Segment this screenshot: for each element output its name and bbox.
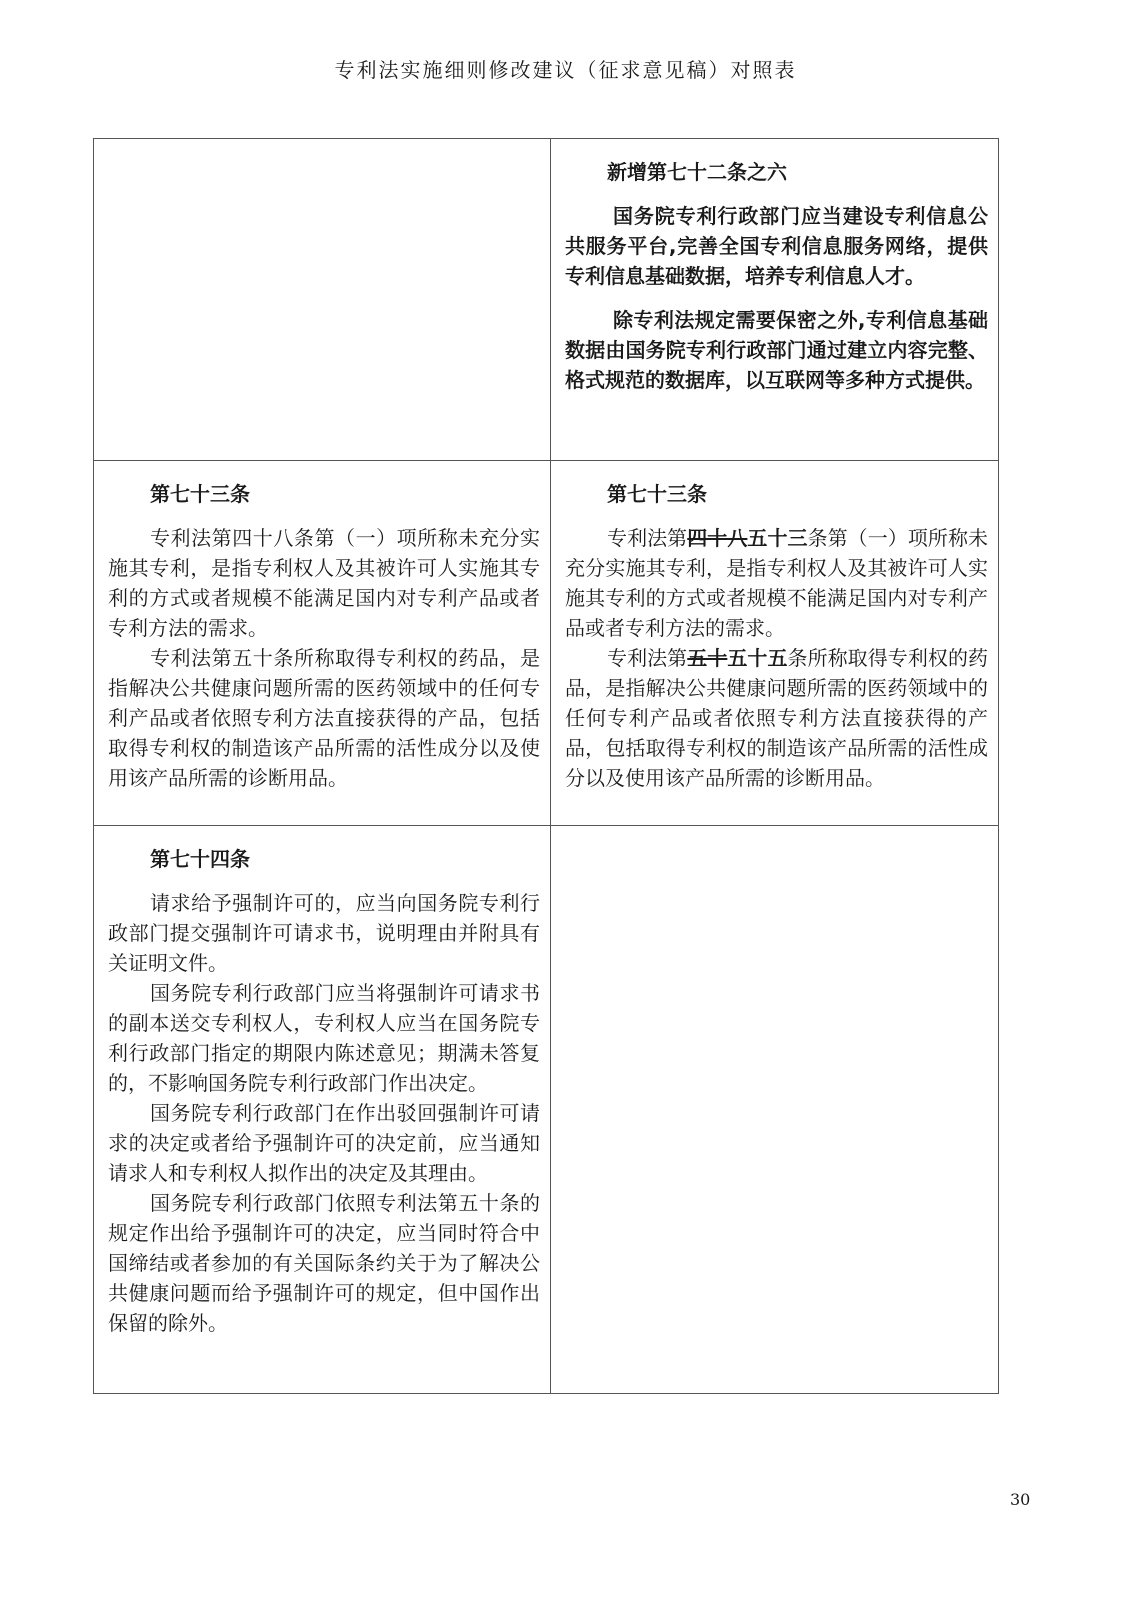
article-heading: 新增第七十二条之六: [607, 160, 788, 184]
article-paragraph: 国务院专利行政部门在作出驳回强制许可请求的决定或者给予强制许可的决定前，应当通知请求人和专利权人拟作出的决定及其理由。: [108, 1101, 541, 1185]
article-heading: 第七十四条: [150, 847, 250, 871]
page-number: 30: [1010, 1490, 1031, 1509]
text-unchanged: 条第（一）项所称未充分实施其专利，是指专利权人及其被许可人实施其专利的方式或者规模不能满足国内对专利产品或者专利方法的需求。: [565, 526, 989, 640]
page-title: 专利法实施细则修改建议（征求意见稿）对照表: [334, 58, 797, 82]
text-unchanged: 专利法第: [607, 526, 688, 550]
table-cell-revised: [551, 826, 999, 1394]
table-cell-revised: [551, 139, 999, 461]
deleted-text: 四十八: [687, 526, 748, 550]
table-cell-original: [94, 826, 551, 1394]
article-paragraph: 国务院专利行政部门应当建设专利信息公共服务平台,完善全国专利信息服务网络，提供专利信息基础数据，培养专利信息人才。: [565, 204, 988, 288]
article-paragraph: [565, 523, 988, 643]
comparison-table: [93, 138, 999, 1394]
table-cell-revised: [551, 461, 999, 826]
article-heading: 第七十三条: [150, 482, 250, 506]
inserted-text: 五十五: [727, 646, 788, 670]
text-unchanged: 专利法第: [607, 646, 688, 670]
text-unchanged: 条所称取得专利权的药品，是指解决公共健康问题所需的医药领域中的任何专利产品或者依照专利方法直接获得的产品，包括取得专利权的制造该产品所需的活性成分以及使用该产品所需的诊断用品。: [565, 646, 989, 790]
table-row: [94, 139, 999, 461]
table-cell-original: [94, 139, 551, 461]
deleted-text: 五十: [687, 646, 728, 670]
table-row: [94, 826, 999, 1394]
article-paragraph: 国务院专利行政部门依照专利法第五十条的规定作出给予强制许可的决定，应当同时符合中国缔结或者参加的有关国际条约关于为了解决公共健康问题而给予强制许可的规定，但中国作出保留的除外。: [108, 1191, 541, 1335]
article-paragraph: [565, 643, 988, 793]
article-paragraph: 专利法第四十八条第（一）项所称未充分实施其专利，是指专利权人及其被许可人实施其专利的方式或者规模不能满足国内对专利产品或者专利方法的需求。: [108, 526, 541, 640]
article-paragraph: 除专利法规定需要保密之外,专利信息基础数据由国务院专利行政部门通过建立内容完整、格式规范的数据库，以互联网等多种方式提供。: [565, 308, 988, 392]
article-paragraph: 请求给予强制许可的，应当向国务院专利行政部门提交强制许可请求书，说明理由并附具有关证明文件。: [108, 891, 541, 975]
article-paragraph: 国务院专利行政部门应当将强制许可请求书的副本送交专利权人，专利权人应当在国务院专利行政部门指定的期限内陈述意见；期满未答复的，不影响国务院专利行政部门作出决定。: [108, 981, 541, 1095]
article-heading: 第七十三条: [607, 482, 708, 506]
inserted-text: 五十三: [747, 526, 808, 550]
table-row: [94, 461, 999, 826]
table-cell-original: [94, 461, 551, 826]
article-paragraph: 专利法第五十条所称取得专利权的药品，是指解决公共健康问题所需的医药领域中的任何专利产品或者依照专利方法直接获得的产品，包括取得专利权的制造该产品所需的活性成分以及使用该产品所需的诊断用品。: [108, 646, 541, 790]
